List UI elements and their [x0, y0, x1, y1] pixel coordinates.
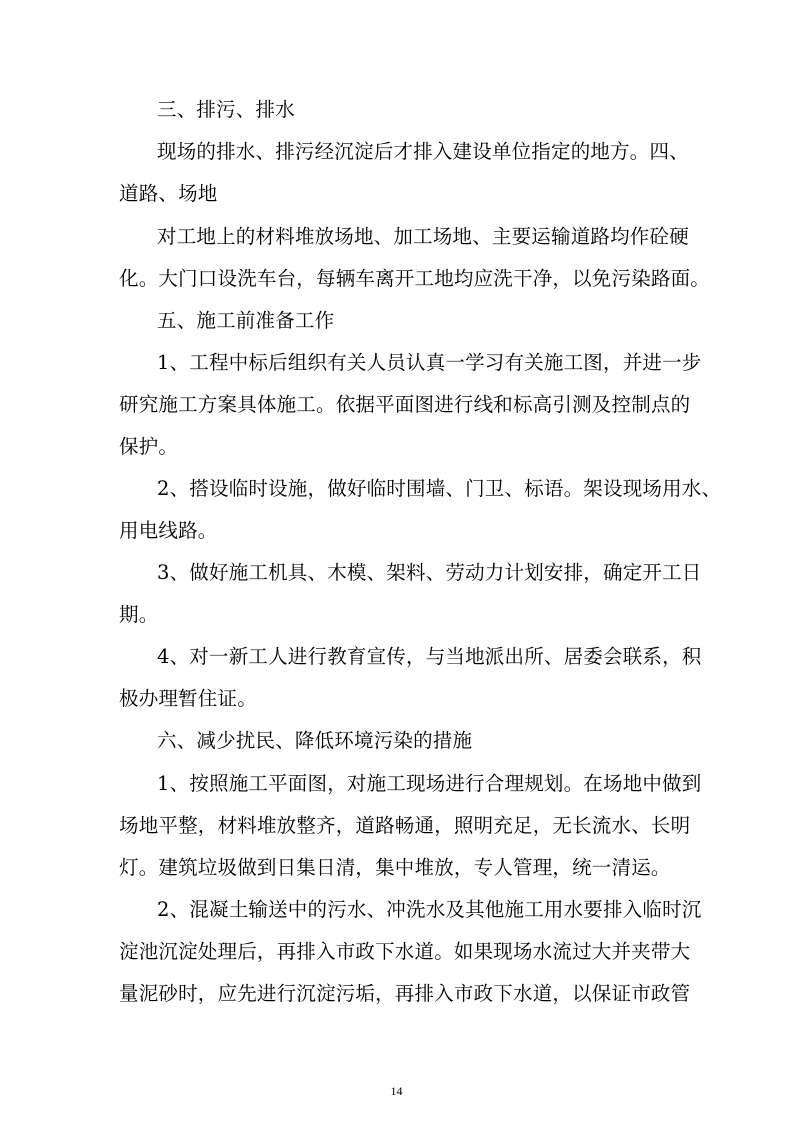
paragraph-line: 保护。 [119, 435, 179, 458]
paragraph-line: 3、做好施工机具、木模、架料、劳动力计划安排，确定开工日 [157, 561, 702, 584]
paragraph-line: 对工地上的材料堆放场地、加工场地、主要运输道路均作砼硬 [157, 225, 689, 248]
paragraph-line: 1、工程中标后组织有关人员认真一学习有关施工图，并进一步 [157, 351, 702, 374]
heading-reduce-disturbance: 六、减少扰民、降低环境污染的措施 [157, 729, 473, 752]
paragraph-line: 用电线路。 [119, 519, 218, 542]
page-number: 14 [390, 1084, 403, 1098]
paragraph-line: 道路、场地 [119, 182, 218, 205]
paragraph-line: 期。 [119, 603, 159, 626]
paragraph-line: 1、按照施工平面图，对施工现场进行合理规划。在场地中做到 [157, 772, 702, 795]
paragraph-line: 灯。建筑垃圾做到日集日清，集中堆放，专人管理，统一清运。 [119, 856, 671, 879]
paragraph-line: 2、搭设临时设施，做好临时围墙、门卫、标语。架设现场用水、 [157, 477, 722, 500]
paragraph-line: 研究施工方案具体施工。依据平面图进行线和标高引测及控制点的 [119, 393, 691, 416]
heading-preparation: 五、施工前准备工作 [157, 309, 335, 332]
paragraph-line: 场地平整，材料堆放整齐，道路畅通，照明充足，无长流水、长明 [119, 814, 691, 837]
paragraph-line: 2、混凝土输送中的污水、冲洗水及其他施工用水要排入临时沉 [157, 898, 702, 921]
paragraph-line: 极办理暂住证。 [119, 687, 257, 710]
paragraph-line: 量泥砂时，应先进行沉淀污垢，再排入市政下水道，以保证市政管 [119, 982, 691, 1005]
heading-drainage: 三、排污、排水 [157, 98, 295, 121]
paragraph-line: 4、对一新工人进行教育宣传，与当地派出所、居委会联系，积 [157, 645, 702, 668]
paragraph-line: 淀池沉淀处理后，再排入市政下水道。如果现场水流过大并夹带大 [119, 940, 691, 963]
paragraph-line: 现场的排水、排污经沉淀后才排入建设单位指定的地方。四、 [157, 140, 689, 163]
paragraph-line: 化。大门口设洗车台，每辆车离开工地均应洗干净，以免污染路面。 [119, 267, 711, 290]
